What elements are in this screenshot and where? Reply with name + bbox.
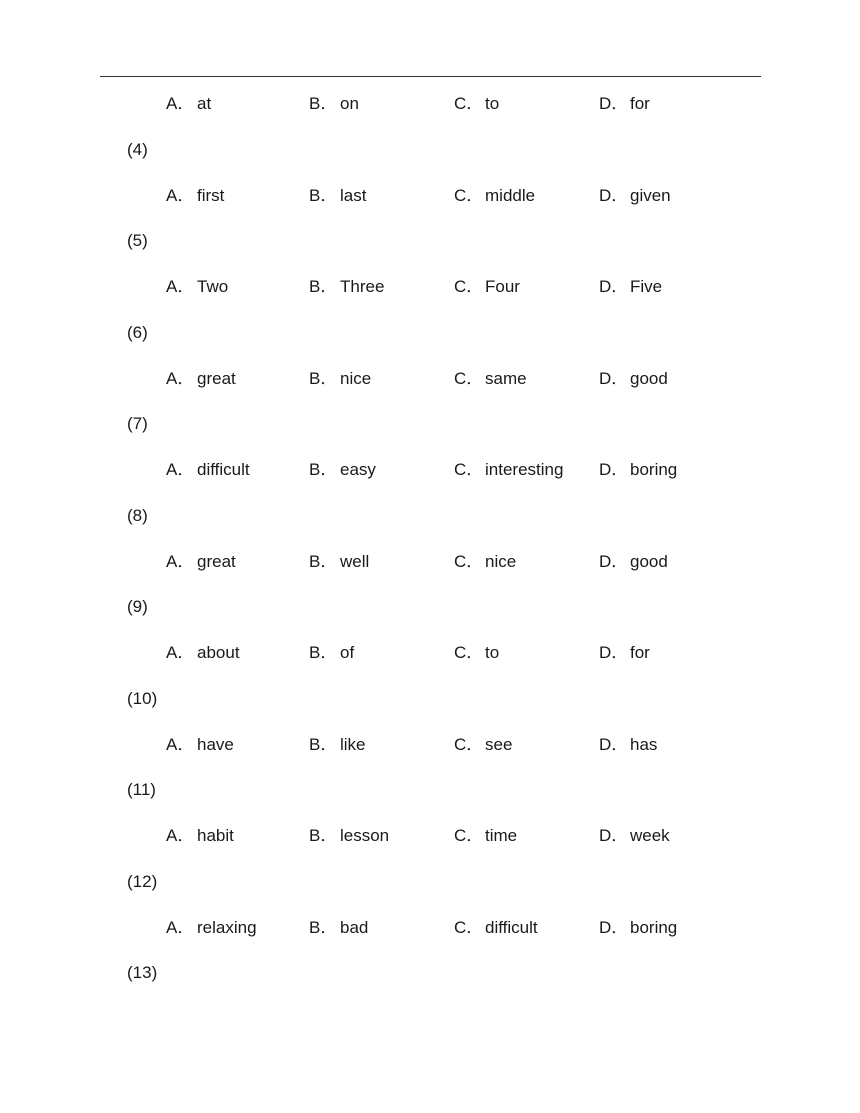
option-text: easy [340, 460, 376, 479]
header-rule [100, 76, 761, 77]
option-text: interesting [485, 460, 564, 479]
option-text: middle [485, 186, 536, 205]
option-text: great [197, 369, 236, 388]
option-letter: D． [599, 826, 629, 845]
question-number: (8) [127, 506, 148, 525]
option-letter: D． [599, 918, 629, 937]
option-a[interactable] [166, 460, 250, 480]
option-text: time [485, 826, 518, 845]
option-d[interactable] [599, 552, 668, 572]
option-letter: D． [599, 277, 629, 296]
option-letter: C． [454, 369, 484, 388]
option-letter: C． [454, 460, 484, 479]
question-number: (7) [127, 414, 148, 433]
question-6 [0, 323, 860, 415]
option-text: nice [485, 552, 517, 571]
option-letter: A． [166, 918, 195, 937]
option-c[interactable] [454, 94, 499, 114]
option-b[interactable] [309, 552, 369, 572]
option-letter: A． [166, 460, 195, 479]
option-letter: D． [599, 460, 629, 479]
option-c[interactable] [454, 460, 563, 480]
question-number: (10) [127, 689, 158, 708]
option-letter: B． [309, 94, 338, 113]
option-text: given [630, 186, 671, 205]
option-b[interactable] [309, 94, 359, 114]
option-d[interactable] [599, 735, 657, 755]
option-text: lesson [340, 826, 390, 845]
option-b[interactable] [309, 643, 354, 663]
option-text: relaxing [197, 918, 257, 937]
option-d[interactable] [599, 94, 650, 114]
option-a[interactable] [166, 369, 236, 389]
option-letter: D． [599, 94, 629, 113]
option-text: for [630, 643, 650, 662]
question-number: (9) [127, 597, 148, 616]
option-text: have [197, 735, 234, 754]
question-7 [0, 414, 860, 506]
option-letter: D． [599, 369, 629, 388]
option-a[interactable] [166, 735, 234, 755]
option-letter: A． [166, 277, 195, 296]
option-letter: C． [454, 186, 484, 205]
option-a[interactable] [166, 918, 257, 938]
option-a[interactable] [166, 94, 211, 114]
option-text: at [197, 94, 212, 113]
option-d[interactable] [599, 826, 670, 846]
option-letter: B． [309, 369, 338, 388]
option-text: on [340, 94, 359, 113]
option-letter: A． [166, 94, 195, 113]
option-letter: A． [166, 552, 195, 571]
option-letter: B． [309, 826, 338, 845]
option-letter: B． [309, 735, 338, 754]
option-text: Four [485, 277, 520, 296]
option-text: well [340, 552, 370, 571]
question-number: (6) [127, 323, 148, 342]
option-b[interactable] [309, 277, 384, 297]
option-text: good [630, 369, 668, 388]
option-d[interactable] [599, 277, 662, 297]
option-letter: A． [166, 369, 195, 388]
option-letter: B． [309, 643, 338, 662]
question-number: (4) [127, 140, 148, 159]
option-text: same [485, 369, 527, 388]
option-text: habit [197, 826, 234, 845]
option-text: first [197, 186, 225, 205]
option-b[interactable] [309, 918, 368, 938]
question-10 [0, 689, 860, 781]
option-letter: C． [454, 735, 484, 754]
option-text: bad [340, 918, 369, 937]
option-b[interactable] [309, 735, 366, 755]
option-d[interactable] [599, 918, 677, 938]
option-letter: C． [454, 94, 484, 113]
option-b[interactable] [309, 826, 389, 846]
option-letter: D． [599, 552, 629, 571]
option-c[interactable] [454, 186, 535, 206]
question-number: (5) [127, 231, 148, 250]
option-a[interactable] [166, 186, 224, 206]
question-11 [0, 780, 860, 872]
question-3-options [0, 48, 860, 113]
option-c[interactable] [454, 369, 527, 389]
option-letter: D． [599, 186, 629, 205]
question-8 [0, 506, 860, 598]
option-d[interactable] [599, 460, 677, 480]
option-d[interactable] [599, 369, 668, 389]
option-c[interactable] [454, 735, 512, 755]
option-letter: B． [309, 186, 338, 205]
option-letter: A． [166, 826, 195, 845]
option-letter: B． [309, 277, 338, 296]
question-5 [0, 231, 860, 323]
option-letter: A． [166, 186, 195, 205]
option-a[interactable] [166, 643, 240, 663]
option-letter: A． [166, 735, 195, 754]
option-c[interactable] [454, 277, 520, 297]
question-number: (12) [127, 872, 158, 891]
option-b[interactable] [309, 369, 371, 389]
question-number: (13) [127, 963, 158, 982]
question-13 [0, 963, 860, 993]
option-text: to [485, 94, 500, 113]
option-text: boring [630, 460, 678, 479]
option-c[interactable] [454, 643, 499, 663]
option-letter: C． [454, 643, 484, 662]
option-a[interactable] [166, 826, 234, 846]
option-text: difficult [485, 918, 538, 937]
question-4 [0, 140, 860, 232]
option-text: boring [630, 918, 678, 937]
option-text: nice [340, 369, 372, 388]
option-a[interactable] [166, 552, 236, 572]
question-12 [0, 872, 860, 964]
option-text: to [485, 643, 500, 662]
option-letter: B． [309, 460, 338, 479]
option-c[interactable] [454, 826, 517, 846]
option-text: like [340, 735, 366, 754]
option-text: great [197, 552, 236, 571]
option-letter: D． [599, 735, 629, 754]
option-c[interactable] [454, 918, 538, 938]
option-letter: C． [454, 918, 484, 937]
option-text: good [630, 552, 668, 571]
option-b[interactable] [309, 460, 376, 480]
option-text: last [340, 186, 367, 205]
question-9 [0, 597, 860, 689]
option-text: of [340, 643, 355, 662]
option-text: about [197, 643, 240, 662]
option-b[interactable] [309, 186, 366, 206]
option-text: see [485, 735, 513, 754]
option-text: Two [197, 277, 229, 296]
option-c[interactable] [454, 552, 516, 572]
option-d[interactable] [599, 186, 671, 206]
question-number: (11) [127, 780, 156, 799]
option-letter: A． [166, 643, 195, 662]
option-text: Three [340, 277, 385, 296]
option-letter: B． [309, 918, 338, 937]
option-text: has [630, 735, 658, 754]
option-text: week [630, 826, 670, 845]
option-text: Five [630, 277, 663, 296]
option-text: difficult [197, 460, 250, 479]
option-letter: B． [309, 552, 338, 571]
option-letter: D． [599, 643, 629, 662]
option-a[interactable] [166, 277, 228, 297]
option-letter: C． [454, 826, 484, 845]
option-text: for [630, 94, 650, 113]
option-d[interactable] [599, 643, 650, 663]
option-letter: C． [454, 277, 484, 296]
option-letter: C． [454, 552, 484, 571]
